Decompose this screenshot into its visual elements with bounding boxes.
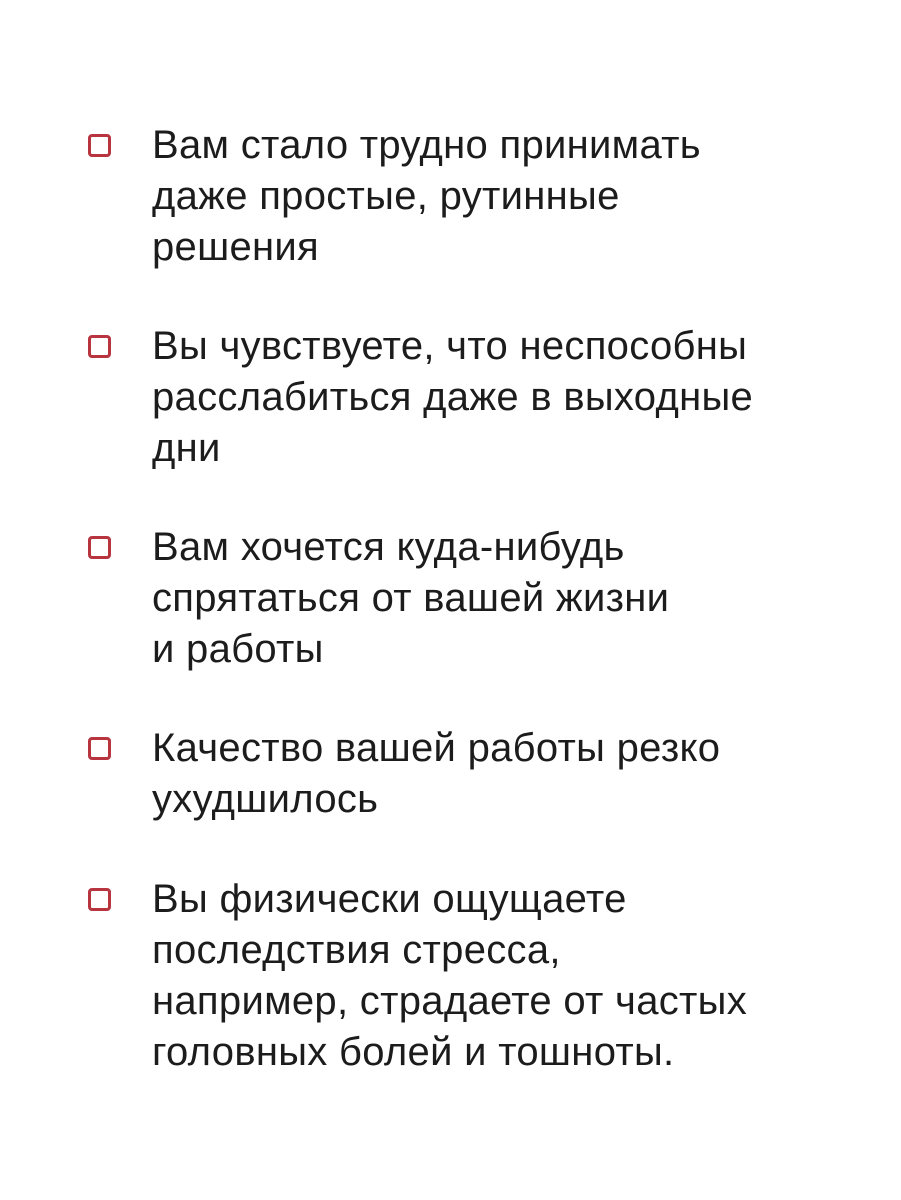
checkbox-icon[interactable] xyxy=(88,888,111,911)
checkbox-icon[interactable] xyxy=(88,134,111,157)
checkbox-icon[interactable] xyxy=(88,335,111,358)
checklist-item-text: Качество вашей работы резко ухудшилось xyxy=(152,726,721,821)
checklist-item-text: Вы физически ощущаете последствия стресса, например, страдаете от частых головных болей и тошноты. xyxy=(152,877,748,1074)
checkbox-icon[interactable] xyxy=(88,536,111,559)
checklist-item-text: Вы чувствуете, что неспособны расслабиться даже в выходные дни xyxy=(152,324,754,470)
checklist-item-text: Вам стало трудно принимать даже простые, рутинные решения xyxy=(152,123,701,269)
checklist-item-text: Вам хочется куда-нибудь спрятаться от вашей жизни и работы xyxy=(152,525,670,671)
checkbox-icon[interactable] xyxy=(88,737,111,760)
